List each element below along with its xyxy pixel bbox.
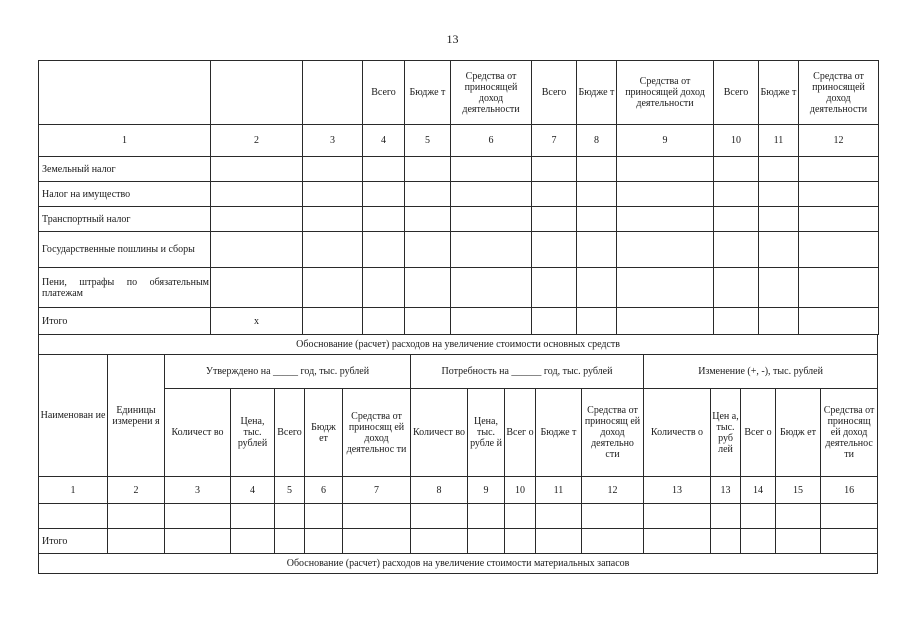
taxes-table [38, 60, 879, 335]
column-number: 12 [799, 125, 879, 157]
page-number: 13 [446, 32, 459, 46]
header-cell [211, 61, 303, 125]
header-cell: Средства от приносящ ей доход деятельнос ти [821, 389, 878, 477]
header-cell: Всег о [741, 389, 776, 477]
header-cell [39, 61, 211, 125]
column-number: 6 [451, 125, 532, 157]
row-label: Итого [39, 308, 211, 335]
column-number-row [39, 125, 879, 157]
column-number: 15 [776, 477, 821, 504]
column-number: 9 [617, 125, 714, 157]
row-label: Налог на имущество [39, 182, 211, 207]
header-cell: Цена, тыс. рубле й [468, 389, 505, 477]
header-cell: Всего [275, 389, 305, 477]
column-number: 9 [468, 477, 505, 504]
total-row [39, 308, 879, 335]
header-cell: Бюдже т [577, 61, 617, 125]
group-header-row [39, 355, 878, 389]
column-number: 16 [821, 477, 878, 504]
table-row [39, 504, 878, 529]
column-number: 1 [39, 125, 211, 157]
row-label: Земельный налог [39, 157, 211, 182]
column-number: 8 [411, 477, 468, 504]
column-number: 11 [536, 477, 582, 504]
section-caption: Обоснование (расчет) расходов на увеличение стоимости материальных запасов [39, 554, 878, 574]
column-number: 13 [644, 477, 711, 504]
table-row [39, 268, 879, 308]
header-cell: Средства от приносящей доход деятельности [617, 61, 714, 125]
header-cell: Средства от приносящ ей доход деятельно сти [582, 389, 644, 477]
header-cell: Средства от приносящей доход деятельности [451, 61, 532, 125]
sub-header-row [39, 389, 878, 477]
fixed-assets-table [38, 334, 878, 574]
table-header-row [39, 61, 879, 125]
column-number: 12 [582, 477, 644, 504]
table-row [39, 232, 879, 268]
column-number: 2 [108, 477, 165, 504]
header-cell: Всего [363, 61, 405, 125]
column-number: 14 [741, 477, 776, 504]
header-cell: Средства от приносящ ей доход деятельнос ти [343, 389, 411, 477]
caption-row [39, 335, 878, 355]
column-number: 10 [505, 477, 536, 504]
table-row [39, 157, 879, 182]
row-label: Государственные пошлины и сборы [39, 232, 211, 268]
column-number: 3 [165, 477, 231, 504]
header-cell: Количеств о [644, 389, 711, 477]
header-cell: Бюдже т [536, 389, 582, 477]
table-row [39, 182, 879, 207]
column-number: 7 [343, 477, 411, 504]
column-number: 4 [363, 125, 405, 157]
header-cell: Цен а, тыс. руб лей [711, 389, 741, 477]
header-cell: Всего [532, 61, 577, 125]
column-number: 8 [577, 125, 617, 157]
header-cell: Бюдже т [759, 61, 799, 125]
section-caption: Обоснование (расчет) расходов на увеличение стоимости основных средств [39, 335, 878, 355]
column-number-row [39, 477, 878, 504]
column-number: 4 [231, 477, 275, 504]
header-cell [303, 61, 363, 125]
row-label: Транспортный налог [39, 207, 211, 232]
name-header: Наименован ие [39, 355, 108, 477]
column-number: 3 [303, 125, 363, 157]
caption-row [39, 554, 878, 574]
row-label: Итого [39, 529, 108, 554]
total-mark: x [211, 308, 303, 335]
column-number: 5 [275, 477, 305, 504]
header-cell: Количест во [165, 389, 231, 477]
table-row [39, 207, 879, 232]
header-cell: Бюдже т [405, 61, 451, 125]
header-cell: Цена, тыс. рублей [231, 389, 275, 477]
header-cell: Количест во [411, 389, 468, 477]
header-cell: Бюдж ет [305, 389, 343, 477]
header-cell: Средства от приносящей доход деятельности [799, 61, 879, 125]
column-number: 5 [405, 125, 451, 157]
column-number: 10 [714, 125, 759, 157]
unit-header: Единицы измерени я [108, 355, 165, 477]
header-cell: Бюдж ет [776, 389, 821, 477]
column-number: 2 [211, 125, 303, 157]
column-number: 13 [711, 477, 741, 504]
approved-group-header: Утверждено на _____ год, тыс. рублей [165, 355, 411, 389]
column-number: 1 [39, 477, 108, 504]
column-number: 7 [532, 125, 577, 157]
row-label: Пени, штрафы по обязательным платежам [39, 268, 211, 308]
header-cell: Всег о [505, 389, 536, 477]
header-cell: Всего [714, 61, 759, 125]
change-group-header: Изменение (+, -), тыс. рублей [644, 355, 878, 389]
total-row [39, 529, 878, 554]
column-number: 11 [759, 125, 799, 157]
column-number: 6 [305, 477, 343, 504]
need-group-header: Потребность на ______ год, тыс. рублей [411, 355, 644, 389]
